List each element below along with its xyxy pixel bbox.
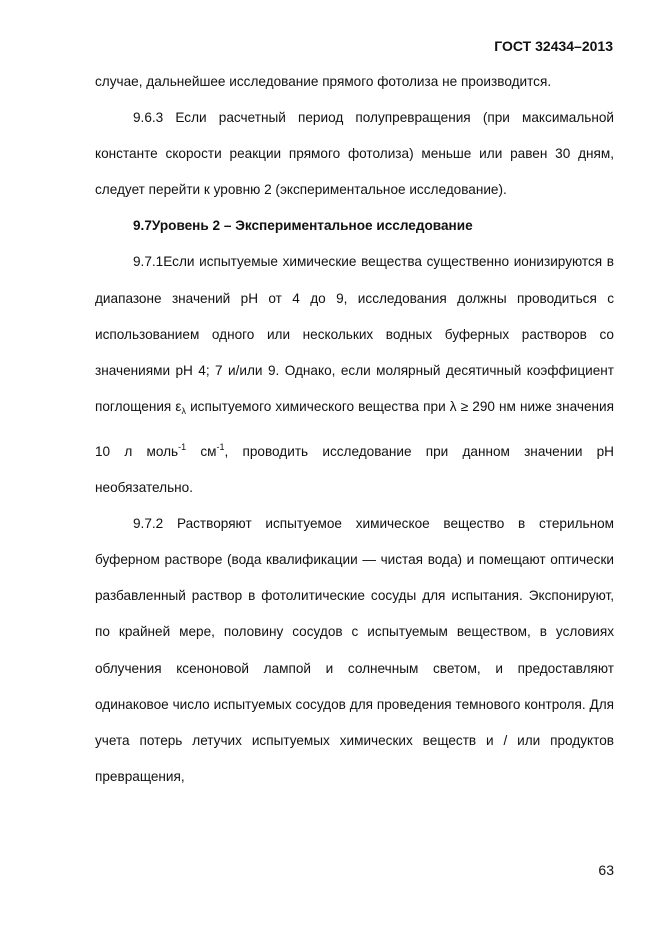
paragraph-9-6-3: 9.6.3 Если расчетный период полупревращения (при максимальной константе скорости реакции прямого фотолиза) меньше или равен 30 дням, следует перейти к уровню 2 (экспериментальное исследование). xyxy=(95,110,614,198)
section-heading-9-7: 9.7Уровень 2 – Экспериментальное исследование xyxy=(133,218,473,234)
unit-exponent-cm: -1 xyxy=(216,441,225,452)
paragraph-9-7-2: 9.7.2 Растворяют испытуемое химическое вещество в стерильном буферном растворе (вода квалификации — чистая вода) и помещают оптически разбавленный раствор в фотолитические сосуды для испытания. Экспонируют, по крайней мере, половину сосудов с испытуемым веществом, в условиях облучения ксеноновой лампой и солнечным светом, и предоставляют одинаковое число испытуемых сосудов для проведения темнового контроля. Для учета потерь летучих испытуемых химических веществ и / или продуктов превращения, xyxy=(95,516,614,784)
paragraph-9-7-1-part-d: , проводить исследование при данном значении pH необязательно. xyxy=(95,443,615,496)
document-body xyxy=(95,64,614,795)
page-number: 63 xyxy=(598,862,614,878)
paragraph-9-7-1 xyxy=(95,244,614,506)
paragraph-9-7-1-part-a: 9.7.1Если испытуемые химические вещества существенно ионизируются в диапазоне значений pH от 4 до 9, исследования должны проводиться с использованием одного или нескольких водных буферных растворов со значениями pH 4; 7 и/или 9. Однако, если молярный десятичный коэффициент поглощения ε xyxy=(95,254,614,414)
epsilon-subscript: λ xyxy=(181,405,186,416)
paragraph-9-7-1-part-c: см xyxy=(186,443,217,459)
document-code: ГОСТ 32434–2013 xyxy=(494,38,613,54)
paragraph-9-7-1-part-b: испытуемого химического вещества при λ ≥ 290 нм ниже значения 10 л моль xyxy=(95,398,614,459)
unit-exponent-mol: -1 xyxy=(178,441,187,452)
paragraph-continuation: случае, дальнейшее исследование прямого фотолиза не производится. xyxy=(95,74,552,89)
